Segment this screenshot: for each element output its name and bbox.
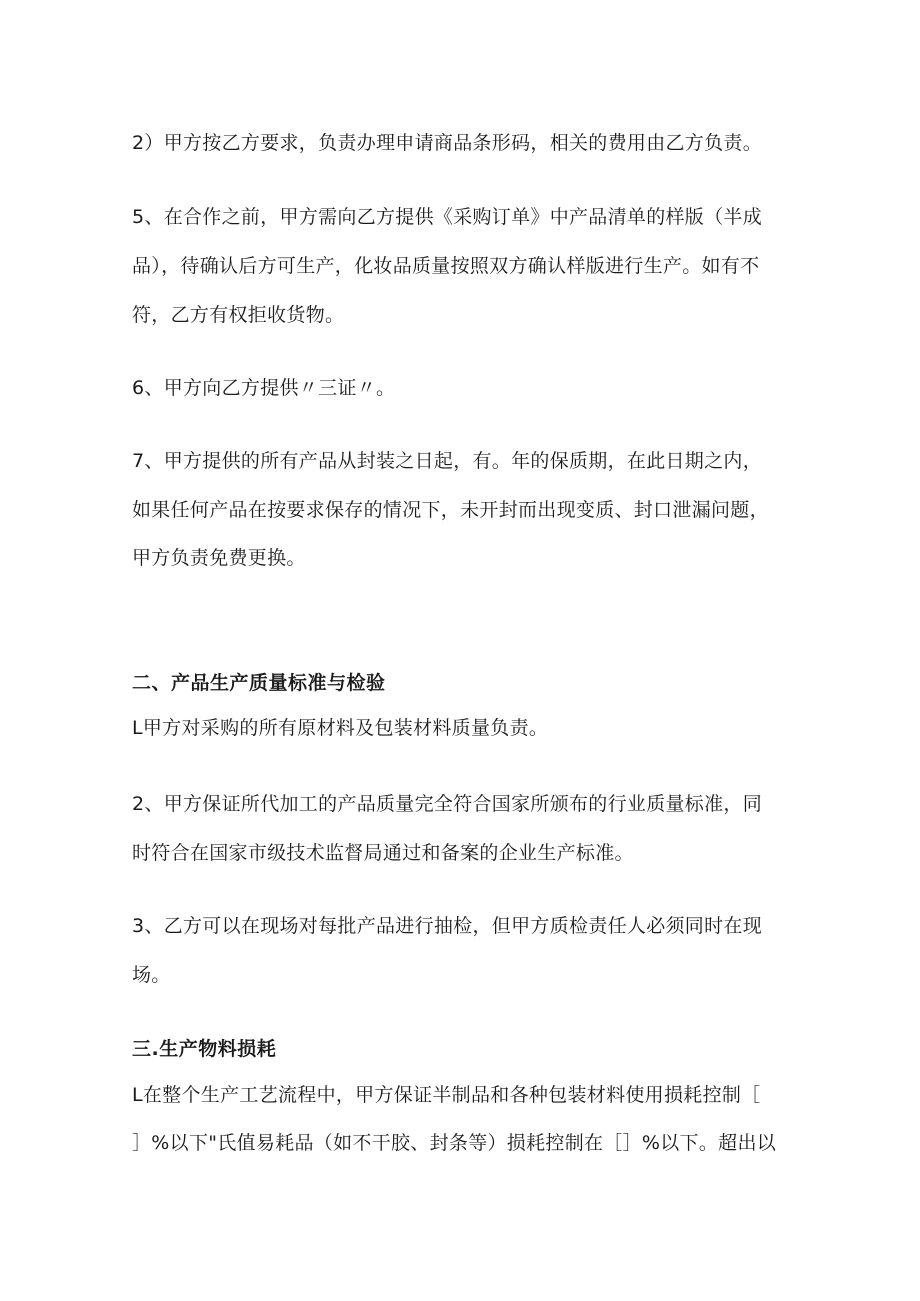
section-2-heading: 二、产品生产质量标准与检验: [132, 672, 386, 694]
clause-2-2-line-1: 2）甲方按乙方要求，负责办理申请商品条形码，相关的费用由乙方负责。: [132, 132, 762, 154]
section-3-clause-1-line-2: ］%以下"氏值易耗品（如不干胶、封条等）损耗控制在［］%以下。超出以: [132, 1132, 777, 1154]
clause-6-line-1: 6、甲方向乙方提供〃三证〃。: [132, 377, 396, 399]
section-2-clause-3-line-1: 3、乙方可以在现场对每批产品进行抽检，但甲方质检责任人必须同时在现: [132, 915, 762, 937]
section-2-clause-1-line-1: L甲方对采购的所有原材料及包装材料质量负责。: [132, 717, 549, 739]
clause-7-line-3: 甲方负责免费更换。: [132, 547, 306, 569]
clause-5-line-2: 品），待确认后方可生产，化妆品质量按照双方确认样版进行生产。如有不: [132, 255, 760, 277]
section-3-heading: 三.生产物料损耗: [132, 1038, 277, 1060]
section-2-clause-2-line-2: 时符合在国家市级技术监督局通过和备案的企业生产标准。: [132, 842, 634, 864]
section-2-clause-3-line-2: 场。: [132, 964, 171, 986]
clause-5-line-3: 符，乙方有权拒收货物。: [132, 304, 345, 326]
section-3-clause-1-line-1: L在整个生产工艺流程中，甲方保证半制品和各种包装材料使用损耗控制［: [132, 1084, 761, 1106]
clause-7-line-2: 如果任何产品在按要求保存的情况下，未开封而出现变质、封口泄漏问题，: [132, 499, 769, 521]
section-2-clause-2-line-1: 2、甲方保证所代加工的产品质量完全符合国家所颁布的行业质量标准，同: [132, 793, 762, 815]
clause-7-line-1: 7、甲方提供的所有产品从封装之日起，有。年的保质期，在此日期之内，: [132, 450, 762, 472]
clause-5-line-1: 5、在合作之前，甲方需向乙方提供《采购订单》中产品清单的样版（半成: [132, 206, 762, 228]
